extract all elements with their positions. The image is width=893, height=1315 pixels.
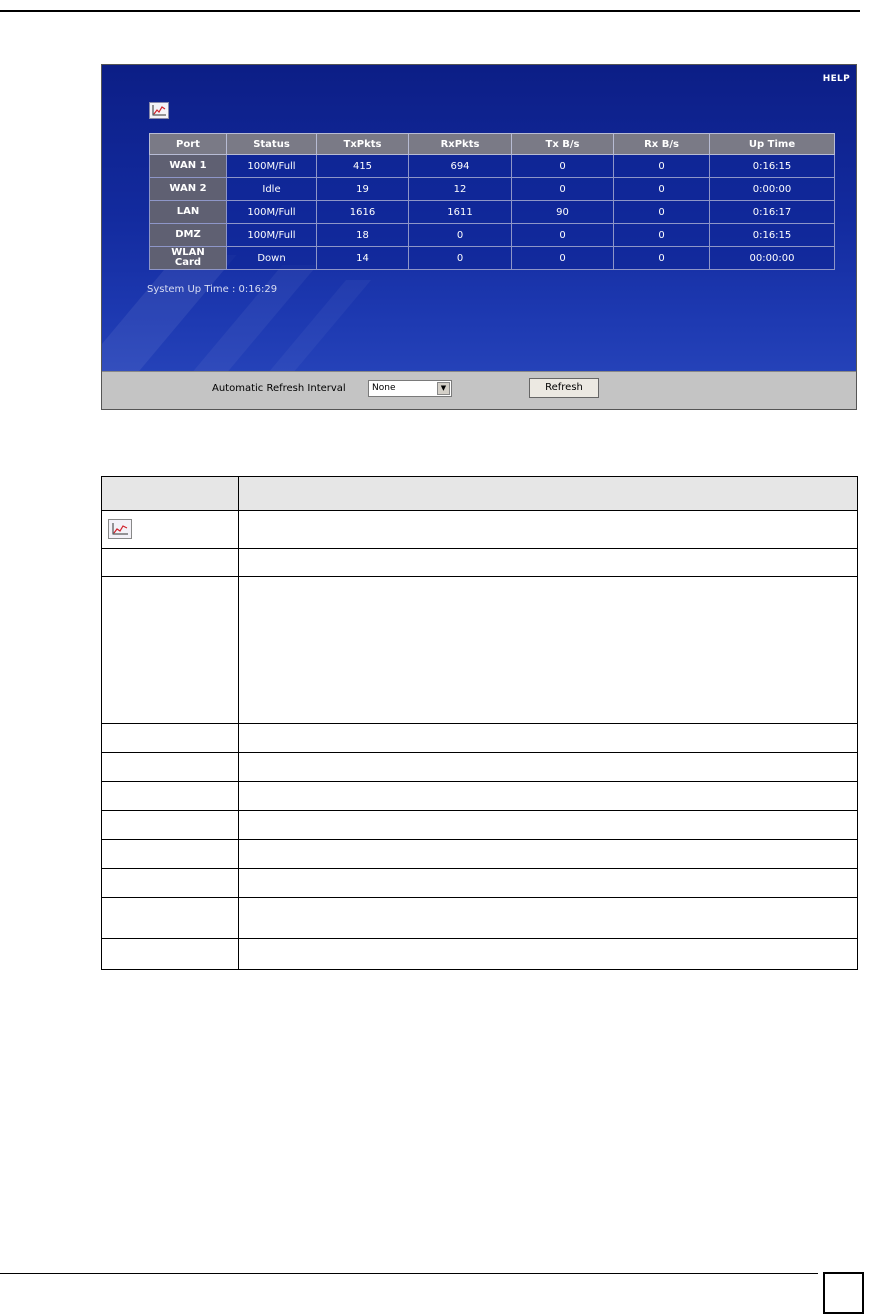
port-statistics-table: [149, 133, 835, 270]
column-header-status: Status: [227, 134, 317, 155]
rx-bps-cell: 0: [614, 247, 710, 270]
table-row: [102, 898, 858, 939]
up-time-cell: 0:16:15: [710, 155, 835, 178]
table-row: [102, 782, 858, 811]
rx-bps-cell: 0: [614, 201, 710, 224]
rx-bps-cell: 0: [614, 178, 710, 201]
column-header-txpkts: TxPkts: [317, 134, 409, 155]
column-header-rxpkts: RxPkts: [409, 134, 512, 155]
page-bottom-rule: [0, 1273, 818, 1274]
rx-bps-cell: 0: [614, 224, 710, 247]
txpkts-cell: 19: [317, 178, 409, 201]
line-graph-icon[interactable]: [149, 102, 169, 119]
tx-bps-cell: 0: [512, 224, 614, 247]
table-header-row: [102, 477, 858, 511]
refresh-interval-label: Automatic Refresh Interval: [212, 383, 346, 394]
port-cell: WAN 1: [150, 155, 227, 178]
table-row: [102, 939, 858, 970]
up-time-cell: 0:16:15: [710, 224, 835, 247]
table-row: [150, 201, 835, 224]
column-header-tx-bps: Tx B/s: [512, 134, 614, 155]
port-cell: WLAN Card: [150, 247, 227, 270]
table-row: [102, 840, 858, 869]
tx-bps-cell: 0: [512, 247, 614, 270]
column-header-up-time: Up Time: [710, 134, 835, 155]
table-row: [150, 178, 835, 201]
table-row: [102, 811, 858, 840]
table-row: [150, 247, 835, 270]
tx-bps-cell: 90: [512, 201, 614, 224]
rxpkts-cell: 12: [409, 178, 512, 201]
page-number-box: [823, 1272, 864, 1314]
table-row: [102, 724, 858, 753]
refresh-interval-value: None: [372, 383, 396, 393]
table-header-row: [150, 134, 835, 155]
status-cell: Idle: [227, 178, 317, 201]
panel-footer-bar: [102, 371, 856, 409]
system-uptime-text: System Up Time : 0:16:29: [147, 284, 278, 295]
up-time-cell: 0:16:17: [710, 201, 835, 224]
txpkts-cell: 1616: [317, 201, 409, 224]
rxpkts-cell: 0: [409, 247, 512, 270]
port-cell: DMZ: [150, 224, 227, 247]
column-header-rx-bps: Rx B/s: [614, 134, 710, 155]
chevron-down-icon[interactable]: ▼: [437, 382, 450, 395]
page-top-rule: [0, 10, 860, 12]
rxpkts-cell: 1611: [409, 201, 512, 224]
tx-bps-cell: 0: [512, 178, 614, 201]
line-graph-icon: [108, 519, 132, 539]
table-row: [102, 869, 858, 898]
table-row: [102, 577, 858, 724]
txpkts-cell: 18: [317, 224, 409, 247]
table-row: [102, 753, 858, 782]
refresh-interval-select[interactable]: [368, 380, 452, 397]
up-time-cell: 00:00:00: [710, 247, 835, 270]
port-cell: WAN 2: [150, 178, 227, 201]
rx-bps-cell: 0: [614, 155, 710, 178]
rxpkts-cell: 694: [409, 155, 512, 178]
port-statistics-panel: [101, 64, 857, 410]
up-time-cell: 0:00:00: [710, 178, 835, 201]
status-cell: 100M/Full: [227, 201, 317, 224]
txpkts-cell: 415: [317, 155, 409, 178]
table-row: [150, 155, 835, 178]
refresh-button[interactable]: Refresh: [529, 378, 599, 398]
status-cell: 100M/Full: [227, 224, 317, 247]
status-cell: Down: [227, 247, 317, 270]
rxpkts-cell: 0: [409, 224, 512, 247]
txpkts-cell: 14: [317, 247, 409, 270]
table-row: [102, 511, 858, 549]
field-description-table: [101, 476, 858, 970]
table-row: [150, 224, 835, 247]
port-cell: LAN: [150, 201, 227, 224]
table-row: [102, 549, 858, 577]
help-link[interactable]: HELP: [822, 74, 850, 84]
column-header-port: Port: [150, 134, 227, 155]
status-cell: 100M/Full: [227, 155, 317, 178]
tx-bps-cell: 0: [512, 155, 614, 178]
